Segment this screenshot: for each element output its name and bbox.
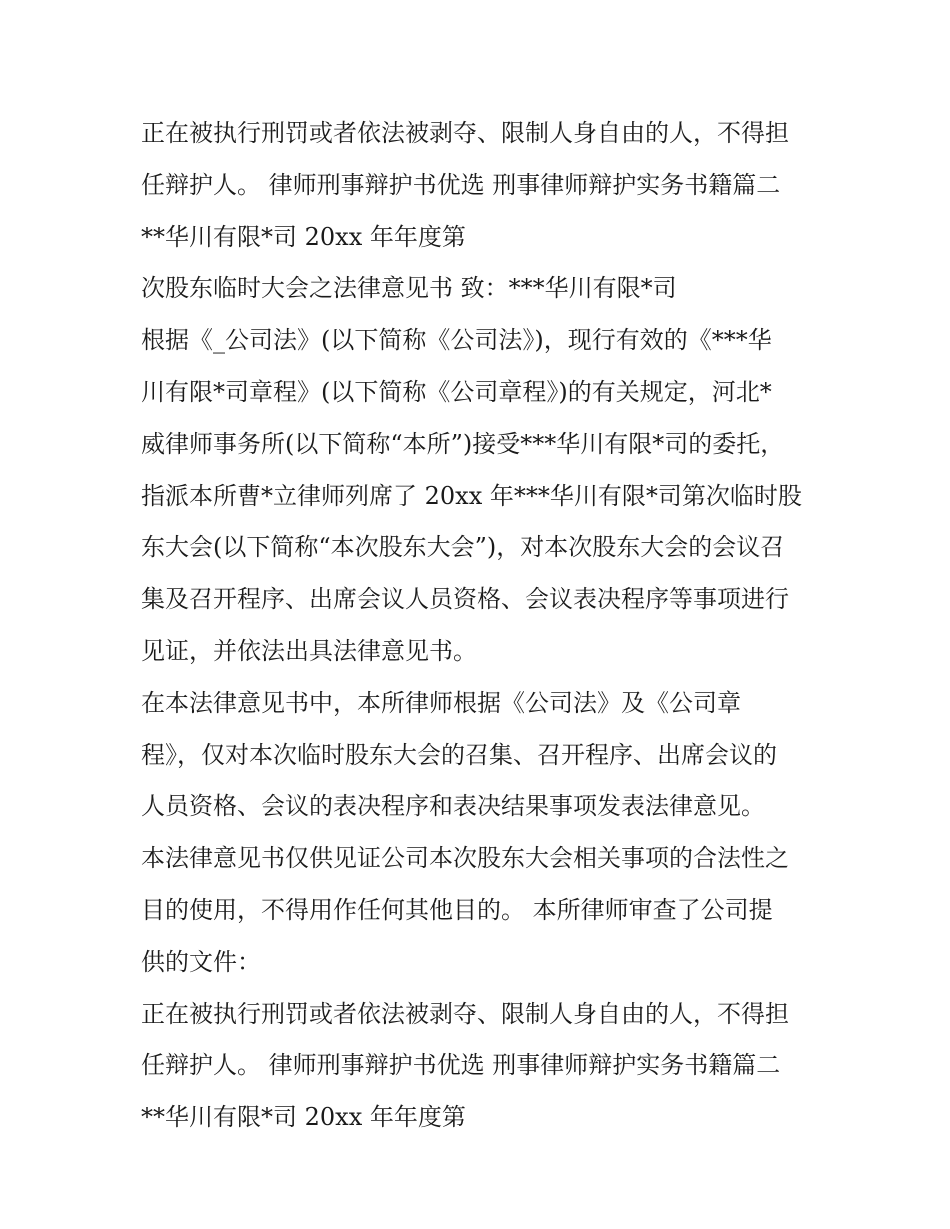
- text-line: 次股东临时大会之法律意见书 致：***华川有限*司: [141, 274, 677, 303]
- text-line: 指派本所曹*立律师列席了 20xx 年***华川有限*司第次临时股: [141, 481, 802, 510]
- text-line: 川有限*司章程》(以下简称《公司章程》)的有关规定，河北*: [141, 377, 772, 406]
- text-line: 集及召开程序、出席会议人员资格、会议表决程序等事项进行: [141, 585, 789, 614]
- text-line: **华川有限*司 20xx 年年度第: [141, 1103, 466, 1132]
- text-line: 正在被执行刑罚或者依法被剥夺、限制人身自由的人，不得担: [141, 999, 789, 1028]
- text-line: 任辩护人。 律师刑事辩护书优选 刑事律师辩护实务书籍篇二: [141, 170, 781, 199]
- text-line: 见证，并依法出具法律意见书。: [141, 636, 477, 665]
- text-line: **华川有限*司 20xx 年年度第: [141, 222, 466, 251]
- text-line: 根据《_公司法》(以下简称《公司法》)，现行有效的《***华: [141, 326, 772, 355]
- text-line: 正在被执行刑罚或者依法被剥夺、限制人身自由的人，不得担: [141, 119, 789, 147]
- document-body: [141, 108, 831, 1144]
- text-line: 在本法律意见书中，本所律师根据《公司法》及《公司章: [141, 688, 741, 717]
- text-line: 程》，仅对本次临时股东大会的召集、召开程序、出席会议的: [141, 740, 777, 769]
- text-line: 本法律意见书仅供见证公司本次股东大会相关事项的合法性之: [141, 844, 789, 873]
- text-line: 东大会(以下简称“本次股东大会”)，对本次股东大会的会议召: [141, 533, 785, 562]
- text-line: 人员资格、会议的表决程序和表决结果事项发表法律意见。: [141, 792, 765, 821]
- text-line: 供的文件：: [141, 947, 261, 976]
- text-line: 威律师事务所(以下简称“本所”)接受***华川有限*司的委托，: [141, 429, 785, 458]
- text-line: 任辩护人。 律师刑事辩护书优选 刑事律师辩护实务书籍篇二: [141, 1051, 781, 1080]
- text-line: 目的使用，不得用作任何其他目的。 本所律师审查了公司提: [141, 895, 773, 924]
